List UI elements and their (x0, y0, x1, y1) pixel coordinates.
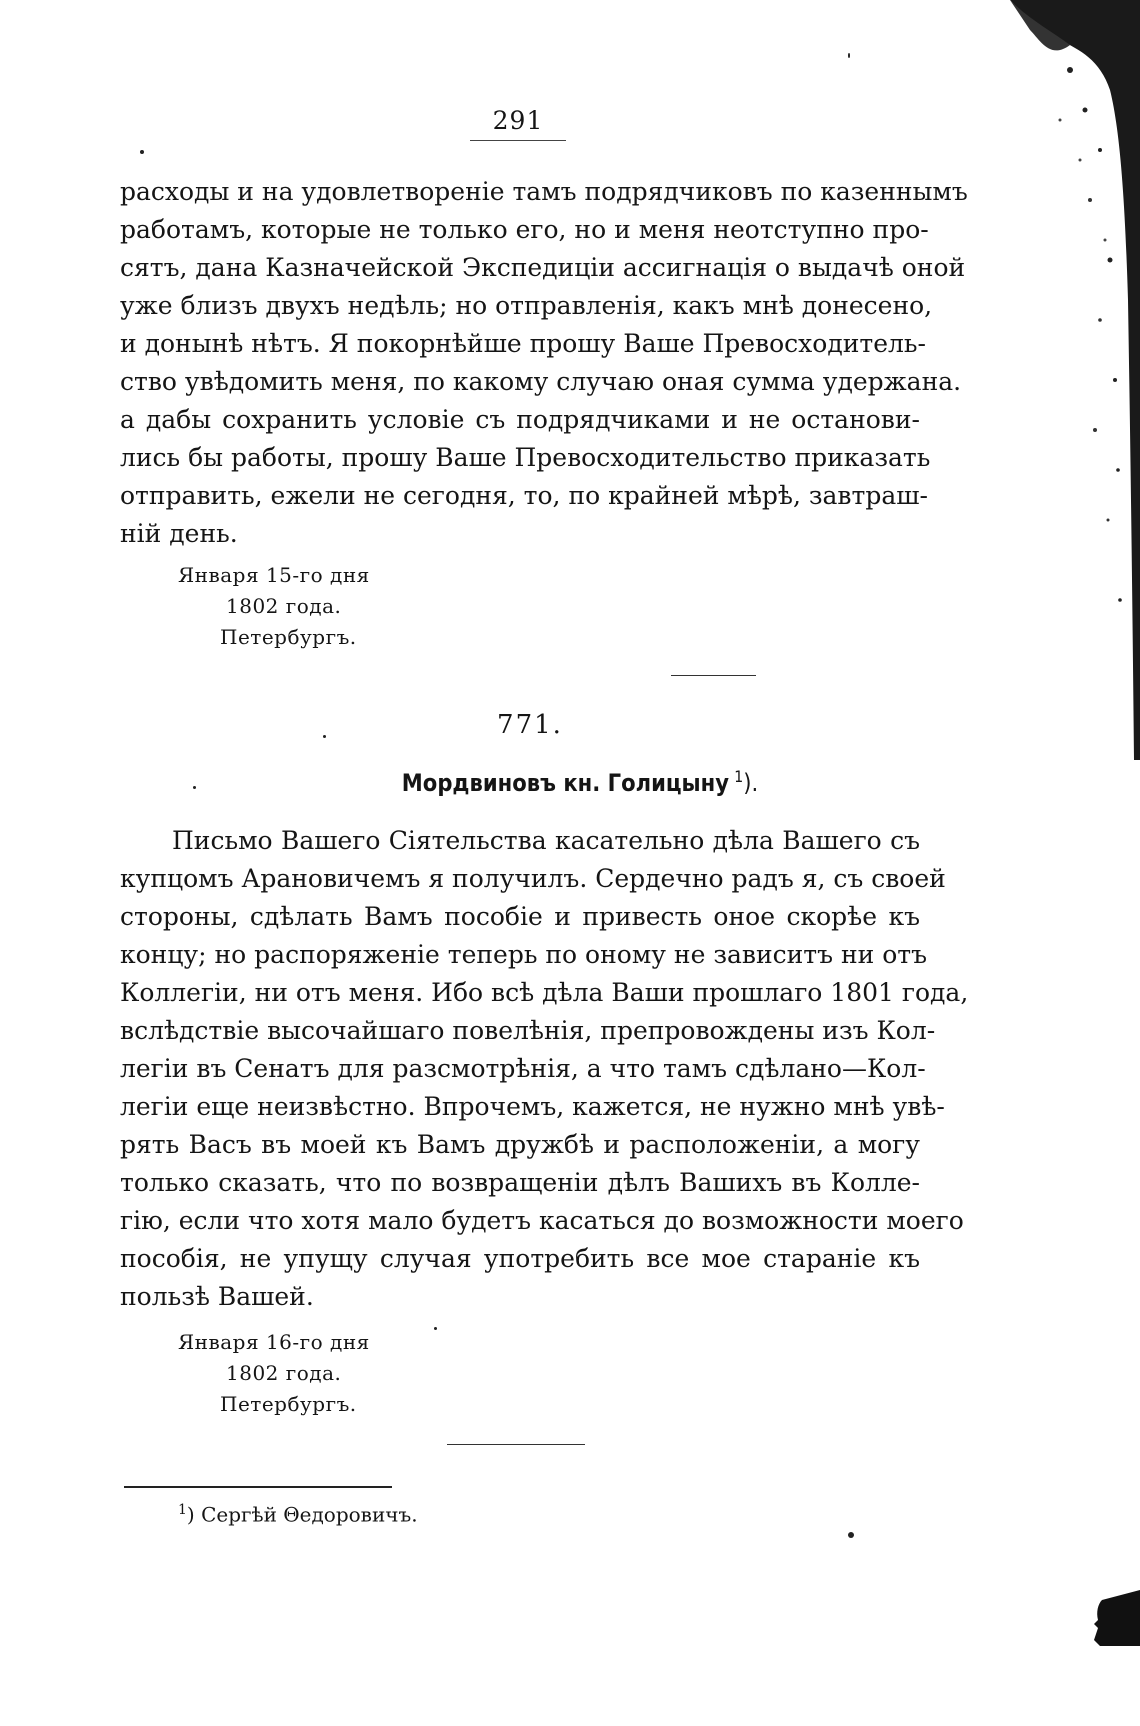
dateline (178, 1327, 370, 1420)
text-line: Коллегiи, ни отъ меня. Ибо всѣ дѣла Ваши прошлаго 1801 года, (120, 978, 969, 1007)
footnote-marker: 1 (178, 1502, 187, 1518)
date-place: Петербургъ. (220, 625, 357, 649)
text-line: Письмо Вашего Сiятельства касательно дѣла Вашего съ (172, 826, 920, 855)
continued-letter-text (120, 173, 968, 553)
letter-title-text: Мордвиновъ кн. Голицыну (401, 769, 729, 797)
footnote-text: ) Сергѣй Θедоровичъ. (186, 1502, 418, 1527)
date-year: 1802 года. (226, 594, 342, 618)
page-number-rule (470, 140, 566, 141)
text-line: пользѣ Вашей. (120, 1282, 314, 1311)
letter-number: 771. (497, 710, 563, 740)
scan-edge-noise (950, 0, 1140, 760)
page-number: 291 (492, 106, 544, 135)
text-line: нiй день. (120, 519, 238, 548)
text-line: купцомъ Арановичемъ я получилъ. Сердечно радъ я, съ своей (120, 864, 946, 893)
date-day: Января 15-го дня (178, 563, 370, 587)
ink-speck (140, 150, 144, 154)
ink-speck (848, 1532, 854, 1538)
footnote-rule (124, 1486, 392, 1488)
text-line: и донынѣ нѣтъ. Я покорнѣйше прошу Ваше Превосходитель- (120, 329, 926, 358)
text-line: а дабы сохранить условiе съ подрядчиками и не останови- (120, 405, 920, 434)
text-line: рять Васъ въ моей къ Вамъ дружбѣ и расположенiи, а могу (120, 1130, 920, 1159)
text-line: отправить, ежели не сегодня, то, по крайней мѣрѣ, завтраш- (120, 481, 928, 510)
letter-title-close: ). (743, 769, 759, 797)
text-line: расходы и на удовлетворенie тамъ подрядчиковъ по казеннымъ (120, 177, 968, 206)
text-line: гiю, если что хотя мало будетъ касаться до возможности моего (120, 1206, 964, 1235)
text-line: легiи еще неизвѣстно. Впрочемъ, кажется, не нужно мнѣ увѣ- (120, 1092, 945, 1121)
ink-speck (323, 735, 326, 738)
date-day: Января 16-го дня (178, 1330, 370, 1354)
letter-title (334, 767, 827, 797)
text-line: концу; но распоряженiе теперь по оному не зависитъ ни отъ (120, 940, 928, 969)
ink-speck (193, 786, 196, 789)
ink-speck (848, 53, 850, 58)
footnote-marker: 1 (734, 767, 744, 786)
text-line: стороны, сдѣлать Вамъ пособiе и привесть оное скорѣе къ (120, 902, 920, 931)
date-place: Петербургъ. (220, 1392, 357, 1416)
text-line: ство увѣдомить меня, по какому случаю оная сумма удержана. (120, 367, 962, 396)
text-line: работамъ, которые не только его, но и меня неотступно про- (120, 215, 929, 244)
ink-speck (434, 1327, 437, 1330)
text-line: уже близъ двухъ недѣль; но отправленiя, какъ мнѣ донесено, (120, 291, 933, 320)
date-year: 1802 года. (226, 1361, 342, 1385)
section-separator (671, 675, 756, 676)
section-separator (447, 1444, 585, 1445)
text-line: сятъ, дана Казначейской Экспедицiи ассигнацiя о выдачѣ оной (120, 253, 966, 282)
letter-text (120, 822, 969, 1316)
text-line: легiи въ Сенатъ для разсмотрѣнiя, а что тамъ сдѣлано—Кол- (120, 1054, 926, 1083)
dateline (178, 560, 370, 653)
text-line: лись бы работы, прошу Ваше Превосходительство приказать (120, 443, 931, 472)
text-line: только сказать, что по возвращенiи дѣлъ Вашихъ въ Колле- (120, 1168, 920, 1197)
text-line: пособiя, не упущу случая употребить все мое старанiе къ (120, 1244, 920, 1273)
text-line: вслѣдствiе высочайшаго повелѣнiя, препровождены изъ Кол- (120, 1016, 936, 1045)
footnote (178, 1502, 418, 1527)
scan-edge-mark (1080, 1590, 1140, 1650)
